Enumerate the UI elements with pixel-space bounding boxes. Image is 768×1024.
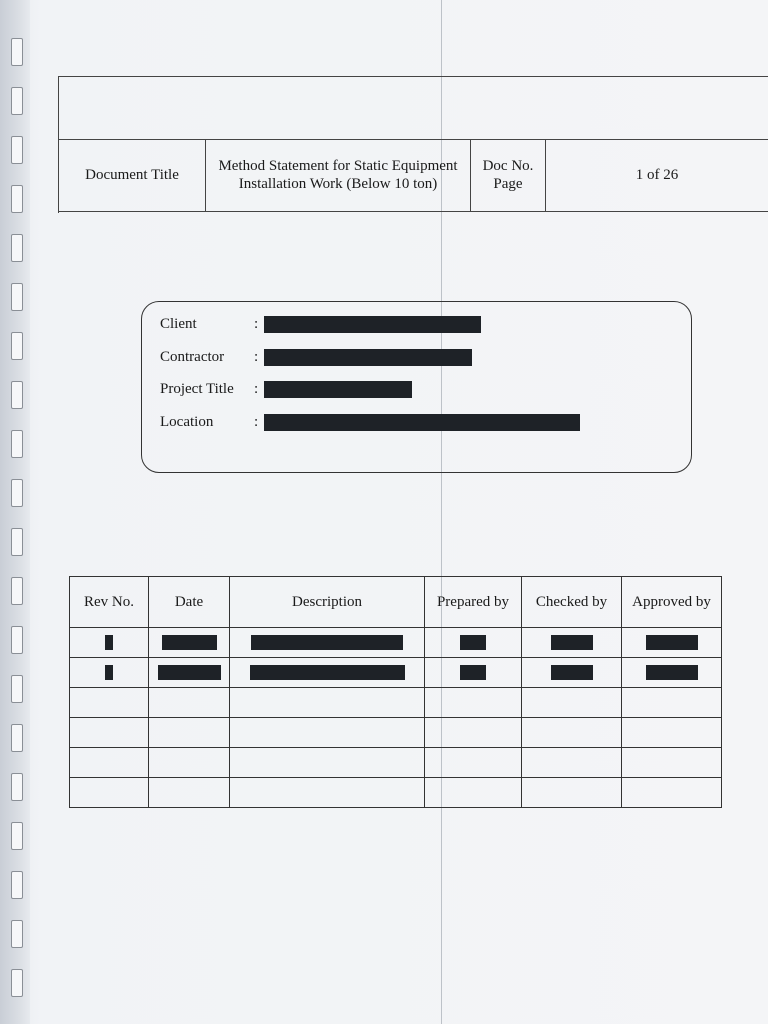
document-title-line1: Method Statement for Static Equipment [218,158,458,174]
redacted-value [646,635,698,650]
binding-hole [11,773,23,801]
binding-hole [11,283,23,311]
binding-hole [11,381,23,409]
redacted-value [646,665,698,680]
colon: : [254,380,259,397]
table-row [70,748,722,778]
binding-hole [11,38,23,66]
colon: : [254,413,259,430]
binding-hole [11,234,23,262]
binding-hole [11,332,23,360]
description-header: Description [230,577,425,628]
redacted-value [162,635,217,650]
checked-by-cell [522,658,622,688]
redacted-value [551,665,593,680]
binding-hole [11,87,23,115]
document-header [58,76,768,213]
table-row [70,778,722,808]
redacted-value [105,635,113,650]
client-redacted [264,316,481,333]
contractor-label: Contractor [160,348,225,365]
redacted-value [250,665,405,680]
binding-strip [0,0,30,1024]
location-row [160,412,580,432]
client-row [160,314,481,334]
table-row [70,688,722,718]
project-title-redacted [264,381,412,398]
approved-by-cell [622,658,722,688]
binding-hole [11,724,23,752]
rev-no-header: Rev No. [70,577,149,628]
binding-hole [11,185,23,213]
location-redacted [264,414,580,431]
colon: : [254,315,259,332]
redacted-value [158,665,221,680]
document-title-line2: Installation Work (Below 10 ton) [238,176,438,192]
doc-no-page-label-cell [471,139,546,212]
colon: : [254,348,259,365]
redacted-value [251,635,403,650]
prepared-by-cell [425,628,522,658]
binding-hole [11,479,23,507]
redacted-value [460,665,486,680]
page-label: Page [493,176,523,192]
contractor-row [160,347,472,367]
approved-by-cell [622,628,722,658]
checked-by-cell [522,628,622,658]
binding-hole [11,822,23,850]
document-title-label-cell [59,139,206,212]
binding-hole [11,528,23,556]
page-value: 1 of 26 [635,167,679,183]
binding-hole [11,626,23,654]
project-info-box [141,301,692,473]
binding-hole [11,675,23,703]
binding-hole [11,871,23,899]
contractor-redacted [264,349,472,366]
date-cell [149,658,230,688]
description-cell [230,658,425,688]
date-header: Date [149,577,230,628]
page-value-cell [546,139,768,212]
binding-hole [11,969,23,997]
binding-hole [11,430,23,458]
project-title-label: Project Title [160,380,234,397]
client-label: Client [160,315,197,332]
document-title-label: Document Title [85,167,179,183]
revision-table [69,576,722,808]
header-blank-area [59,77,768,140]
checked-by-header: Checked by [522,577,622,628]
binding-hole [11,136,23,164]
redacted-value [551,635,593,650]
date-cell [149,628,230,658]
binding-hole [11,577,23,605]
location-label: Location [160,413,214,430]
approved-by-header: Approved by [622,577,722,628]
project-title-row [160,379,412,399]
rev-no-cell [70,658,149,688]
redacted-value [105,665,113,680]
doc-no-label: Doc No. [482,158,534,174]
prepared-by-cell [425,658,522,688]
binding-hole [11,920,23,948]
redacted-value [460,635,486,650]
revision-header-row [70,577,722,628]
document-title-value-cell [206,139,471,212]
table-row [70,628,722,658]
table-row [70,658,722,688]
rev-no-cell [70,628,149,658]
table-row [70,718,722,748]
prepared-by-header: Prepared by [425,577,522,628]
description-cell [230,628,425,658]
